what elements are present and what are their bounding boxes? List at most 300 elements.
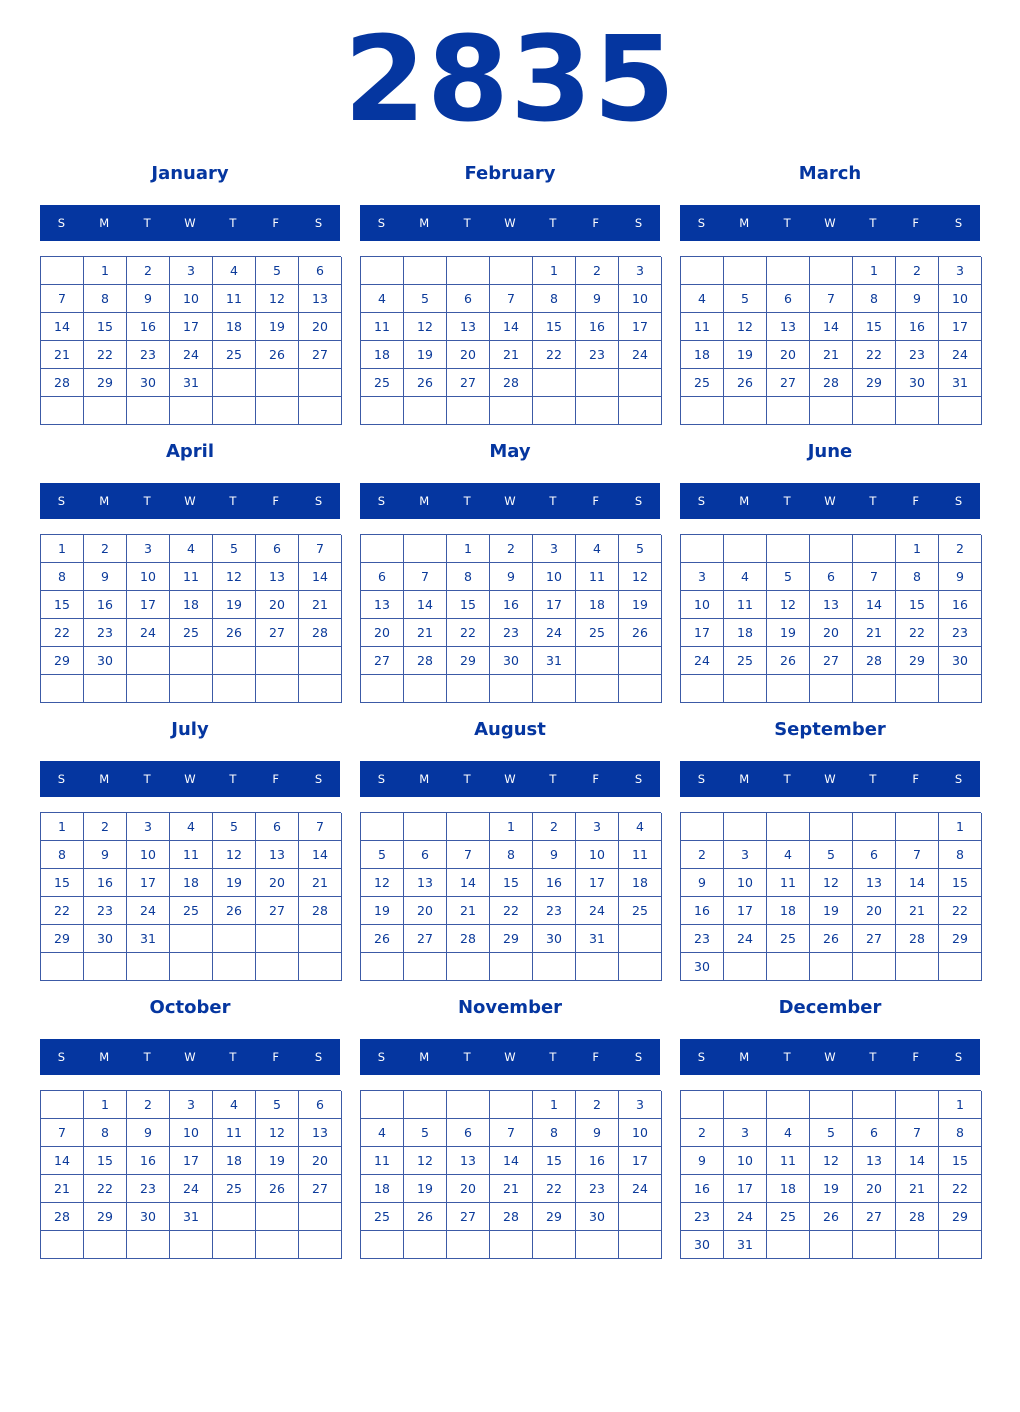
day-cell: 14 <box>490 313 533 341</box>
day-cell: 20 <box>767 341 810 369</box>
day-cell: 17 <box>533 591 576 619</box>
day-cell: 1 <box>41 535 84 563</box>
day-cell: 5 <box>404 1119 447 1147</box>
day-cell: 18 <box>170 591 213 619</box>
day-cell <box>404 397 447 425</box>
day-cell: 4 <box>213 257 256 285</box>
day-cell <box>767 397 810 425</box>
day-cell <box>447 1231 490 1259</box>
day-cell: 28 <box>41 369 84 397</box>
weekday-label: W <box>824 1050 836 1064</box>
day-cell: 4 <box>576 535 619 563</box>
day-cell <box>447 953 490 981</box>
day-cell: 12 <box>256 1119 299 1147</box>
day-cell <box>810 953 853 981</box>
day-cell: 17 <box>724 897 767 925</box>
day-cell: 16 <box>127 313 170 341</box>
day-cell <box>896 1091 939 1119</box>
weekday-label: S <box>57 494 66 508</box>
day-cell: 9 <box>127 285 170 313</box>
day-cell: 11 <box>724 591 767 619</box>
weekday-label: M <box>419 772 430 786</box>
day-cell <box>84 1231 127 1259</box>
day-cell: 3 <box>619 257 662 285</box>
day-cell: 27 <box>256 897 299 925</box>
day-cell: 26 <box>213 619 256 647</box>
day-cell <box>447 813 490 841</box>
day-cell <box>41 1091 84 1119</box>
day-cell: 17 <box>939 313 982 341</box>
day-cell: 28 <box>404 647 447 675</box>
day-cell: 13 <box>447 1147 490 1175</box>
day-cell <box>939 397 982 425</box>
day-cell: 8 <box>41 841 84 869</box>
day-cell: 25 <box>724 647 767 675</box>
day-cell: 12 <box>619 563 662 591</box>
weekday-label: T <box>229 494 237 508</box>
day-cell <box>213 1231 256 1259</box>
day-cell: 9 <box>681 1147 724 1175</box>
day-cell: 3 <box>681 563 724 591</box>
weekday-label: F <box>592 216 600 230</box>
day-cell: 24 <box>681 647 724 675</box>
weekday-header <box>40 1039 340 1075</box>
day-cell <box>299 1231 342 1259</box>
day-cell <box>213 953 256 981</box>
day-cell: 18 <box>213 313 256 341</box>
day-cell <box>810 397 853 425</box>
day-cell: 7 <box>853 563 896 591</box>
day-cell: 18 <box>681 341 724 369</box>
day-cell: 25 <box>213 341 256 369</box>
weekday-header <box>680 483 980 519</box>
day-cell: 15 <box>84 313 127 341</box>
day-cell: 1 <box>939 1091 982 1119</box>
day-cell <box>810 535 853 563</box>
day-cell: 2 <box>127 1091 170 1119</box>
day-cell: 31 <box>170 1203 213 1231</box>
weekday-label: F <box>272 1050 280 1064</box>
day-cell <box>724 953 767 981</box>
day-cell: 6 <box>299 257 342 285</box>
day-cell <box>853 397 896 425</box>
day-cell: 11 <box>767 869 810 897</box>
day-cell: 13 <box>299 1119 342 1147</box>
day-cell: 5 <box>213 535 256 563</box>
day-cell: 24 <box>170 1175 213 1203</box>
day-cell: 1 <box>853 257 896 285</box>
day-cell: 25 <box>681 369 724 397</box>
day-cell: 5 <box>404 285 447 313</box>
day-cell <box>810 1231 853 1259</box>
day-cell <box>447 257 490 285</box>
day-cell: 4 <box>681 285 724 313</box>
weekday-header <box>360 205 660 241</box>
day-cell: 21 <box>896 1175 939 1203</box>
day-cell: 22 <box>853 341 896 369</box>
day-cell: 13 <box>256 841 299 869</box>
day-cell <box>256 925 299 953</box>
day-cell: 25 <box>619 897 662 925</box>
day-cell: 8 <box>84 285 127 313</box>
day-cell: 2 <box>939 535 982 563</box>
day-cell: 22 <box>896 619 939 647</box>
day-cell <box>724 675 767 703</box>
day-cell: 24 <box>619 1175 662 1203</box>
day-cell: 29 <box>939 925 982 953</box>
weekday-header <box>40 205 340 241</box>
day-cell: 8 <box>447 563 490 591</box>
day-cell: 25 <box>767 1203 810 1231</box>
day-cell: 23 <box>576 341 619 369</box>
weekday-label: S <box>954 1050 963 1064</box>
day-cell: 23 <box>939 619 982 647</box>
day-cell <box>84 397 127 425</box>
day-cell <box>576 369 619 397</box>
day-cell: 17 <box>127 591 170 619</box>
day-cell: 2 <box>576 257 619 285</box>
day-cell <box>533 1231 576 1259</box>
day-cell: 1 <box>447 535 490 563</box>
day-cell: 7 <box>41 285 84 313</box>
day-grid <box>680 1090 981 1259</box>
day-cell: 8 <box>939 1119 982 1147</box>
weekday-header <box>360 1039 660 1075</box>
day-cell <box>853 1231 896 1259</box>
day-cell: 30 <box>490 647 533 675</box>
day-cell: 20 <box>299 313 342 341</box>
day-cell: 17 <box>724 1175 767 1203</box>
day-cell: 26 <box>724 369 767 397</box>
day-cell <box>619 369 662 397</box>
day-cell: 31 <box>127 925 170 953</box>
day-cell: 12 <box>810 869 853 897</box>
day-cell <box>576 953 619 981</box>
day-cell: 25 <box>170 897 213 925</box>
day-cell: 3 <box>939 257 982 285</box>
day-cell: 25 <box>170 619 213 647</box>
weekday-label: S <box>57 1050 66 1064</box>
day-cell: 24 <box>724 1203 767 1231</box>
day-cell: 29 <box>896 647 939 675</box>
day-cell: 11 <box>361 313 404 341</box>
month-name: December <box>778 997 882 1018</box>
day-cell: 20 <box>256 869 299 897</box>
month-name: April <box>165 441 215 462</box>
day-cell: 6 <box>767 285 810 313</box>
day-cell <box>533 953 576 981</box>
day-cell: 26 <box>810 925 853 953</box>
day-grid <box>680 534 981 703</box>
day-cell: 18 <box>767 1175 810 1203</box>
weekday-label: S <box>377 772 386 786</box>
weekday-label: M <box>739 216 750 230</box>
day-cell: 13 <box>404 869 447 897</box>
day-cell <box>681 257 724 285</box>
day-cell <box>724 1091 767 1119</box>
day-cell <box>724 397 767 425</box>
day-cell <box>447 675 490 703</box>
day-cell: 28 <box>853 647 896 675</box>
day-cell: 15 <box>490 869 533 897</box>
weekday-label: W <box>824 772 836 786</box>
day-cell: 12 <box>404 313 447 341</box>
day-cell <box>896 813 939 841</box>
day-cell: 12 <box>213 841 256 869</box>
day-cell: 24 <box>127 897 170 925</box>
day-cell <box>896 1231 939 1259</box>
day-cell: 5 <box>619 535 662 563</box>
day-cell: 23 <box>84 897 127 925</box>
day-cell: 9 <box>681 869 724 897</box>
day-cell <box>404 535 447 563</box>
day-cell: 26 <box>404 1203 447 1231</box>
day-cell: 29 <box>84 369 127 397</box>
day-cell: 13 <box>447 313 490 341</box>
day-cell <box>767 1091 810 1119</box>
day-cell <box>896 397 939 425</box>
weekday-label: T <box>869 216 877 230</box>
weekday-label: F <box>592 1050 600 1064</box>
day-cell: 21 <box>447 897 490 925</box>
day-cell <box>256 953 299 981</box>
day-cell: 1 <box>84 1091 127 1119</box>
day-cell: 7 <box>41 1119 84 1147</box>
day-cell: 19 <box>810 897 853 925</box>
day-cell <box>361 397 404 425</box>
day-cell <box>41 953 84 981</box>
day-cell: 10 <box>127 841 170 869</box>
weekday-label: W <box>504 216 516 230</box>
day-cell: 28 <box>810 369 853 397</box>
day-cell: 20 <box>404 897 447 925</box>
day-cell <box>853 535 896 563</box>
day-cell <box>681 535 724 563</box>
day-cell: 18 <box>619 869 662 897</box>
weekday-label: T <box>143 1050 151 1064</box>
day-cell <box>361 813 404 841</box>
weekday-label: S <box>634 1050 643 1064</box>
day-cell: 18 <box>213 1147 256 1175</box>
day-cell <box>447 1091 490 1119</box>
day-cell <box>213 925 256 953</box>
day-cell: 30 <box>84 925 127 953</box>
day-cell: 27 <box>256 619 299 647</box>
day-cell: 1 <box>41 813 84 841</box>
day-cell: 13 <box>361 591 404 619</box>
day-cell <box>576 647 619 675</box>
day-cell: 29 <box>533 1203 576 1231</box>
day-cell: 18 <box>170 869 213 897</box>
day-cell <box>576 397 619 425</box>
day-cell: 7 <box>404 563 447 591</box>
weekday-header <box>680 761 980 797</box>
day-cell: 26 <box>213 897 256 925</box>
day-cell <box>576 675 619 703</box>
day-cell <box>361 953 404 981</box>
weekday-label: W <box>184 1050 196 1064</box>
day-cell: 24 <box>170 341 213 369</box>
day-cell: 14 <box>299 841 342 869</box>
weekday-label: T <box>783 772 791 786</box>
day-cell <box>490 397 533 425</box>
day-grid <box>40 534 341 703</box>
day-cell: 24 <box>127 619 170 647</box>
day-cell: 17 <box>170 1147 213 1175</box>
day-cell: 19 <box>619 591 662 619</box>
day-cell: 8 <box>533 1119 576 1147</box>
day-cell <box>256 675 299 703</box>
day-cell: 24 <box>576 897 619 925</box>
weekday-label: F <box>272 494 280 508</box>
day-cell: 27 <box>853 1203 896 1231</box>
day-cell: 8 <box>533 285 576 313</box>
day-cell: 20 <box>361 619 404 647</box>
day-cell: 22 <box>533 1175 576 1203</box>
day-cell: 8 <box>939 841 982 869</box>
day-cell: 27 <box>361 647 404 675</box>
weekday-label: S <box>954 216 963 230</box>
day-cell: 21 <box>41 1175 84 1203</box>
day-cell: 23 <box>84 619 127 647</box>
day-cell <box>170 925 213 953</box>
day-cell: 2 <box>576 1091 619 1119</box>
day-cell <box>361 535 404 563</box>
day-cell <box>361 1091 404 1119</box>
day-cell: 10 <box>619 285 662 313</box>
day-cell: 26 <box>256 1175 299 1203</box>
day-cell: 14 <box>41 1147 84 1175</box>
weekday-label: S <box>377 1050 386 1064</box>
day-cell: 27 <box>404 925 447 953</box>
day-cell: 9 <box>84 841 127 869</box>
day-cell: 29 <box>490 925 533 953</box>
day-cell: 25 <box>767 925 810 953</box>
day-cell: 5 <box>256 257 299 285</box>
day-cell: 9 <box>576 1119 619 1147</box>
day-cell: 17 <box>170 313 213 341</box>
day-cell <box>213 1203 256 1231</box>
weekday-label: T <box>549 494 557 508</box>
month-name: September <box>774 719 886 740</box>
day-cell: 18 <box>724 619 767 647</box>
day-cell: 9 <box>576 285 619 313</box>
day-cell: 29 <box>853 369 896 397</box>
weekday-label: T <box>869 494 877 508</box>
day-cell: 30 <box>127 369 170 397</box>
day-cell: 1 <box>490 813 533 841</box>
weekday-header <box>360 761 660 797</box>
weekday-label: S <box>634 216 643 230</box>
day-cell <box>127 675 170 703</box>
day-cell: 16 <box>681 897 724 925</box>
day-cell: 19 <box>361 897 404 925</box>
day-cell: 6 <box>447 285 490 313</box>
day-cell <box>533 675 576 703</box>
weekday-header <box>680 205 980 241</box>
day-cell: 20 <box>256 591 299 619</box>
day-cell: 21 <box>490 341 533 369</box>
day-grid <box>680 256 981 425</box>
day-cell <box>41 397 84 425</box>
day-cell: 16 <box>127 1147 170 1175</box>
day-cell: 1 <box>533 1091 576 1119</box>
weekday-label: F <box>592 494 600 508</box>
day-cell: 4 <box>767 841 810 869</box>
day-cell: 20 <box>853 1175 896 1203</box>
day-cell: 28 <box>896 925 939 953</box>
day-cell <box>127 647 170 675</box>
weekday-label: W <box>824 216 836 230</box>
day-cell: 12 <box>256 285 299 313</box>
day-cell: 30 <box>681 953 724 981</box>
day-cell: 5 <box>724 285 767 313</box>
weekday-label: T <box>229 1050 237 1064</box>
day-cell: 27 <box>810 647 853 675</box>
day-cell: 16 <box>490 591 533 619</box>
day-cell <box>767 535 810 563</box>
day-cell: 22 <box>533 341 576 369</box>
weekday-label: F <box>592 772 600 786</box>
day-cell: 9 <box>939 563 982 591</box>
day-cell: 5 <box>361 841 404 869</box>
day-cell <box>170 397 213 425</box>
day-cell: 26 <box>619 619 662 647</box>
month-name: October <box>149 997 231 1018</box>
day-cell: 11 <box>361 1147 404 1175</box>
day-cell: 27 <box>447 369 490 397</box>
day-cell <box>896 675 939 703</box>
month-name: May <box>489 441 531 462</box>
day-cell: 21 <box>299 591 342 619</box>
day-cell: 21 <box>853 619 896 647</box>
day-cell <box>299 925 342 953</box>
day-cell: 25 <box>213 1175 256 1203</box>
day-cell: 6 <box>299 1091 342 1119</box>
weekday-label: M <box>419 494 430 508</box>
day-cell: 14 <box>810 313 853 341</box>
day-cell: 4 <box>619 813 662 841</box>
weekday-label: S <box>314 772 323 786</box>
day-cell <box>170 953 213 981</box>
day-cell <box>41 1231 84 1259</box>
day-cell: 23 <box>127 341 170 369</box>
day-cell: 30 <box>939 647 982 675</box>
day-cell: 24 <box>939 341 982 369</box>
weekday-label: T <box>143 772 151 786</box>
day-cell <box>619 925 662 953</box>
month-name: January <box>151 163 229 184</box>
day-cell: 15 <box>533 313 576 341</box>
day-cell: 24 <box>533 619 576 647</box>
day-cell: 19 <box>810 1175 853 1203</box>
day-cell: 22 <box>939 1175 982 1203</box>
day-cell: 15 <box>853 313 896 341</box>
day-cell <box>939 675 982 703</box>
day-cell <box>939 953 982 981</box>
day-cell: 14 <box>447 869 490 897</box>
day-cell <box>939 1231 982 1259</box>
day-cell <box>490 953 533 981</box>
day-cell: 31 <box>170 369 213 397</box>
day-cell: 26 <box>767 647 810 675</box>
day-cell: 2 <box>490 535 533 563</box>
day-cell <box>299 647 342 675</box>
day-cell: 7 <box>299 813 342 841</box>
weekday-label: S <box>954 772 963 786</box>
day-cell: 30 <box>84 647 127 675</box>
day-cell: 16 <box>681 1175 724 1203</box>
